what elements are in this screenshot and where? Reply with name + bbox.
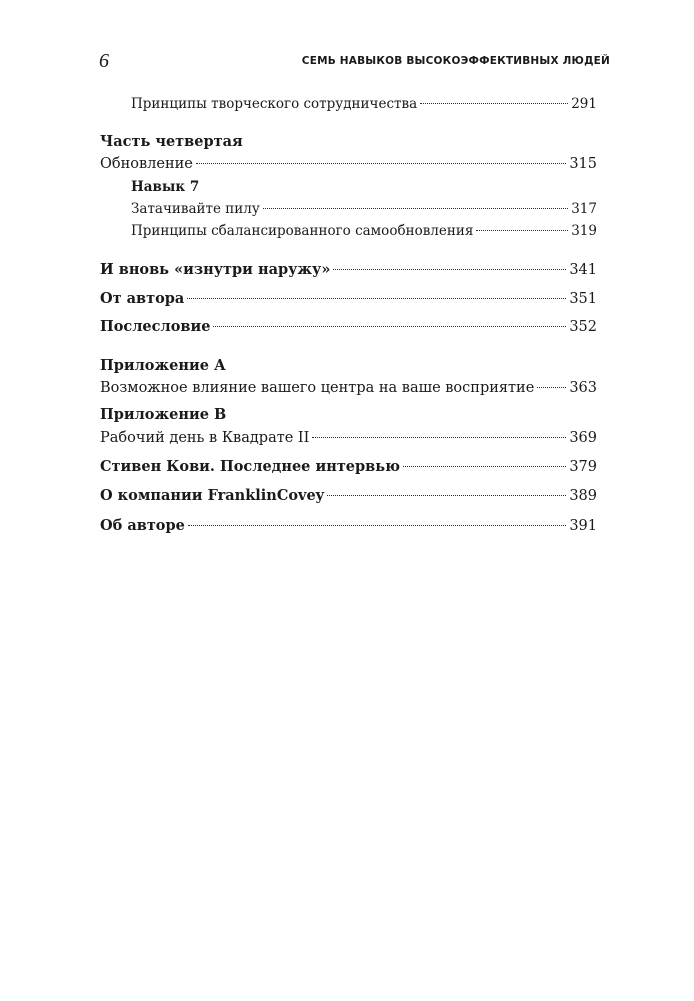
dot-leader [188, 524, 566, 526]
toc-entry-about-company[interactable] [100, 485, 597, 507]
table-of-contents [100, 0, 597, 1001]
page-number: 6 [99, 50, 109, 72]
toc-entry-page: 315 [569, 156, 597, 172]
toc-entry-title: Рабочий день в Квадрате II [100, 430, 310, 446]
toc-entry-page: 319 [571, 223, 597, 239]
dot-leader [312, 436, 566, 438]
toc-entry-title: Об авторе [100, 517, 185, 534]
toc-entry-page: 363 [569, 380, 597, 396]
toc-entry-balanced-renewal[interactable] [131, 220, 597, 242]
toc-entry-title: От автора [100, 290, 185, 307]
dot-leader [196, 162, 566, 164]
dot-leader [263, 207, 568, 209]
toc-entry-page: 317 [571, 201, 597, 217]
toc-entry-page: 379 [569, 459, 597, 475]
toc-entry-title: О компании FranklinCovey [100, 487, 325, 504]
toc-entry-afterword[interactable] [100, 316, 597, 338]
toc-entry-title: Принципы творческого сотрудничества [131, 96, 418, 112]
toc-appendix-heading: Приложение В [100, 406, 227, 423]
toc-entry-page: 291 [571, 96, 597, 112]
toc-appendix-heading: Приложение А [100, 357, 226, 374]
toc-entry-page: 369 [569, 430, 597, 446]
toc-entry-title: Послесловие [100, 318, 211, 335]
dot-leader [476, 229, 568, 231]
toc-part-heading: Часть четвертая [100, 133, 243, 150]
toc-entry-page: 391 [569, 518, 597, 534]
dot-leader [537, 386, 566, 388]
toc-entry-principles-cooperation[interactable] [131, 93, 597, 115]
dot-leader [213, 325, 566, 327]
toc-entry-title: Возможное влияние вашего центра на ваше восприятие [100, 380, 535, 396]
toc-entry-title: Затачивайте пилу [131, 201, 260, 217]
toc-entry-about-author[interactable] [100, 515, 597, 537]
toc-entry-title: Обновление [100, 156, 193, 172]
dot-leader [403, 465, 566, 467]
toc-entry-sharpen-saw[interactable] [131, 198, 597, 220]
dot-leader [187, 297, 566, 299]
toc-entry-appendix-b[interactable] [100, 427, 597, 449]
toc-entry-renewal[interactable] [100, 153, 597, 175]
toc-entry-page: 341 [569, 262, 597, 278]
toc-entry-page: 389 [569, 488, 597, 504]
running-head: СЕМЬ НАВЫКОВ ВЫСОКОЭФФЕКТИВНЫХ ЛЮДЕЙ [301, 55, 610, 67]
dot-leader [420, 102, 568, 104]
toc-entry-inside-out-again[interactable] [100, 259, 597, 281]
toc-entry-last-interview[interactable] [100, 456, 597, 478]
toc-entry-title: Стивен Кови. Последнее интервью [100, 458, 400, 475]
toc-entry-page: 352 [569, 319, 597, 335]
toc-entry-title: И вновь «изнутри наружу» [100, 261, 331, 278]
dot-leader [333, 268, 566, 270]
toc-entry-appendix-a[interactable] [100, 377, 597, 399]
toc-entry-page: 351 [569, 291, 597, 307]
toc-entry-title: Принципы сбалансированного самообновления [131, 223, 474, 239]
dot-leader [327, 494, 566, 496]
toc-entry-from-author[interactable] [100, 288, 597, 310]
toc-habit-heading: Навык 7 [131, 179, 200, 195]
